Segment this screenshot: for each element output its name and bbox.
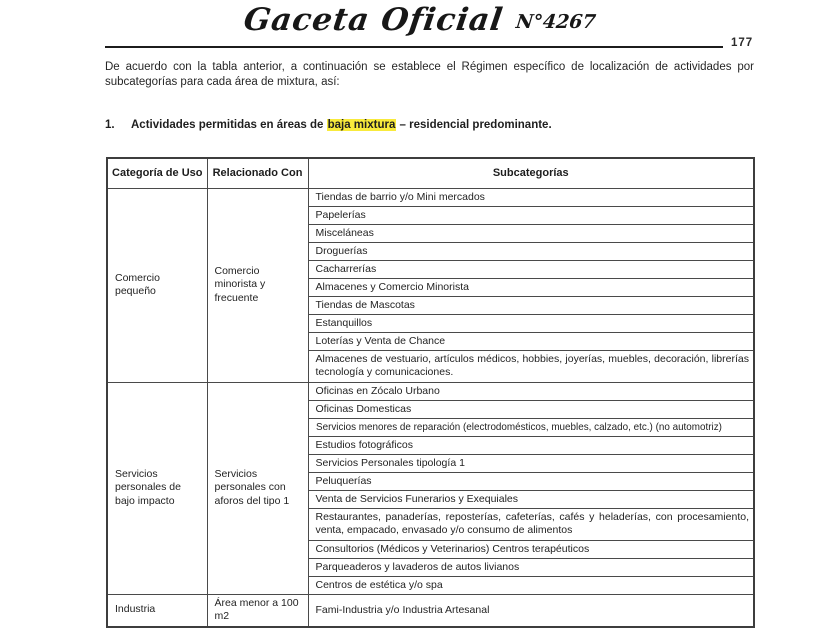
subcategory-cell: Venta de Servicios Funerarios y Exequiales (308, 490, 754, 508)
heading-text-post: – residencial predominante. (396, 119, 552, 131)
subcategory-cell: Servicios Personales tipología 1 (308, 454, 754, 472)
heading-text-pre: Actividades permitidas en áreas de (131, 119, 327, 131)
subcategory-cell: Centros de estética y/o spa (308, 576, 754, 594)
category-cell: Comercio pequeño (107, 188, 207, 382)
subcategory-cell: Oficinas en Zócalo Urbano (308, 382, 754, 400)
table-row (107, 594, 754, 627)
column-header: Relacionado Con (207, 158, 308, 188)
subcategory-cell: Estanquillos (308, 314, 754, 332)
intro-paragraph: De acuerdo con la tabla anterior, a continuación se establece el Régimen específico de localización de actividades por subcategorías para cada área de mixtura, así: (105, 61, 754, 88)
subcategory-cell: Droguerías (308, 242, 754, 260)
subcategory-cell: Tiendas de Mascotas (308, 296, 754, 314)
masthead (0, 2, 840, 38)
table-row (107, 382, 754, 400)
subcategory-cell: Parqueaderos y lavaderos de autos livianos (308, 558, 754, 576)
table-row (107, 188, 754, 206)
subcategory-cell: Almacenes y Comercio Minorista (308, 278, 754, 296)
subcategory-cell: Oficinas Domesticas (308, 400, 754, 418)
subcategory-cell: Peluquerías (308, 472, 754, 490)
subcategory-cell: Fami-Industria y/o Industria Artesanal (308, 594, 754, 627)
heading-text (131, 119, 552, 131)
subcategory-cell: Papelerías (308, 206, 754, 224)
subcategory-cell: Almacenes de vestuario, artículos médicos, hobbies, joyerías, muebles, decoración, librerías tecnología y comunicaciones. (308, 350, 754, 382)
subcategory-cell: Estudios fotográficos (308, 436, 754, 454)
page-number: 177 (731, 37, 754, 49)
column-header: Categoría de Uso (107, 158, 207, 188)
masthead-title: Gaceta Oficial (241, 2, 506, 38)
section-heading (105, 119, 754, 131)
subcategory-cell: Tiendas de barrio y/o Mini mercados (308, 188, 754, 206)
activities-table (106, 157, 755, 628)
category-cell: Industria (107, 594, 207, 627)
table-body (107, 188, 754, 627)
related-cell: Servicios personales con aforos del tipo 1 (207, 382, 308, 594)
category-cell: Servicios personales de bajo impacto (107, 382, 207, 594)
subcategory-cell: Consultorios (Médicos y Veterinarios) Centros terapéuticos (308, 540, 754, 558)
subcategory-cell: Restaurantes, panaderías, reposterías, cafeterías, cafés y heladerías, con procesamiento, venta, empacado, envasado y/o consumo de alimentos (308, 508, 754, 540)
highlighted-term: baja mixtura (327, 119, 396, 131)
subcategory-cell: Servicios menores de reparación (electrodomésticos, muebles, calzado, etc.) (no automotriz) (308, 418, 754, 436)
subcategory-cell: Cacharrerías (308, 260, 754, 278)
masthead-issue-number: N°4267 (514, 11, 597, 33)
subcategory-cell: Loterías y Venta de Chance (308, 332, 754, 350)
related-cell: Comercio minorista y frecuente (207, 188, 308, 382)
related-cell: Área menor a 100 m2 (207, 594, 308, 627)
heading-number: 1. (105, 119, 115, 131)
column-header: Subcategorías (308, 158, 754, 188)
header-rule (105, 46, 723, 48)
subcategory-cell: Misceláneas (308, 224, 754, 242)
table-header-row (107, 158, 754, 188)
